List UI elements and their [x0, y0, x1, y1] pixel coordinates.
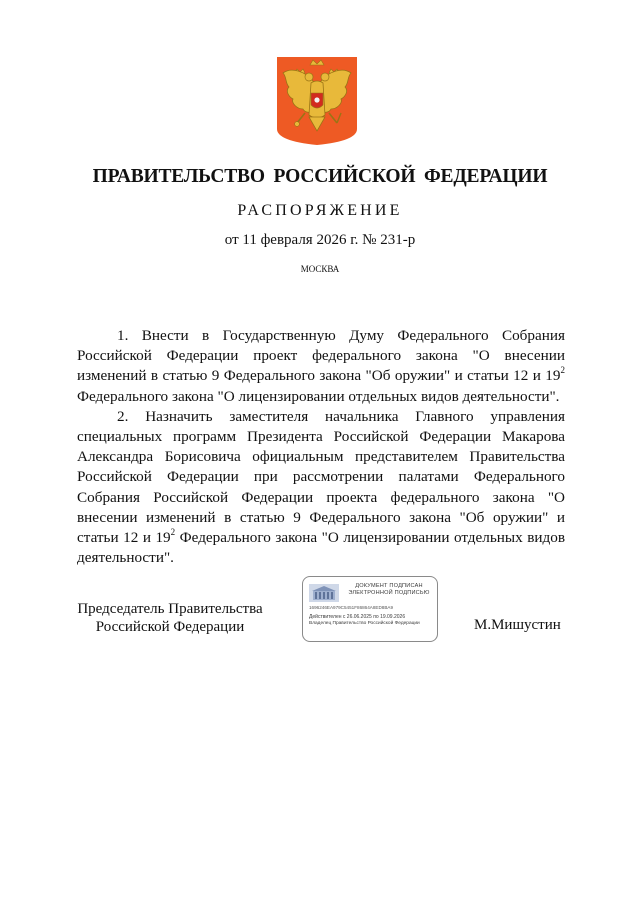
paragraph-1	[77, 326, 565, 407]
certificate-serial: 1696246EA979C5451F86864A8ED8BA9	[309, 605, 394, 610]
certificate-validity: Действителен с 26.06.2025 по 19.09.2026	[309, 614, 406, 620]
paragraph-1-text-end: Федерального закона "О лицензировании отдельных видов деятельности".	[77, 387, 560, 405]
signatory-position	[60, 600, 280, 636]
city: МОСКВА	[300, 264, 340, 274]
certificate-owner: Владелец Правительство Российской Федерации	[309, 621, 420, 626]
paragraph-1-text: 1. Внести в Государственную Думу Федерального Собрания Российской Федерации проект федерального закона "О внесении изменений в статью 9 Федерального закона "Об оружии" и статьи 12 и 19	[77, 327, 565, 385]
stamp-heading-line-2: ЭЛЕКТРОННОЙ ПОДПИСЬЮ	[348, 590, 430, 596]
paragraph-2-text-end: Федерального закона "О лицензировании отдельных видов деятельности".	[77, 529, 565, 567]
order-date-number: от 11 февраля 2026 г. № 231-р	[224, 232, 416, 248]
order-body	[77, 326, 565, 568]
stamp-heading	[341, 583, 437, 597]
superscript: 2	[170, 526, 176, 537]
government-building-icon	[308, 583, 340, 603]
superscript: 2	[560, 365, 565, 376]
position-line-1: Председатель Правительства	[77, 601, 263, 617]
stamp-heading-line-1: ДОКУМЕНТ ПОДПИСАН	[355, 583, 423, 589]
paragraph-2-text: 2. Назначить заместителя начальника Главного управления специальных программ Президента Российской Федерации Макарова Александра Борисовича официальным представителем Правительства Российской Федерации при рассмотрении палатами Федерального Собрания Российской Федерации проекта федерального закона "О внесении изменений в статью 9 Федерального закона "Об оружии" и статьи 12 и 19	[77, 407, 565, 547]
paragraph-2	[77, 407, 565, 569]
document-type: РАСПОРЯЖЕНИЕ	[237, 202, 403, 219]
government-title: ПРАВИТЕЛЬСТВО РОССИЙСКОЙ ФЕДЕРАЦИИ	[92, 166, 548, 187]
coat-of-arms-icon	[275, 55, 359, 147]
position-line-2: Российской Федерации	[95, 619, 245, 635]
electronic-signature-stamp	[302, 576, 438, 642]
signatory-name: М.Мишустин	[474, 617, 561, 633]
